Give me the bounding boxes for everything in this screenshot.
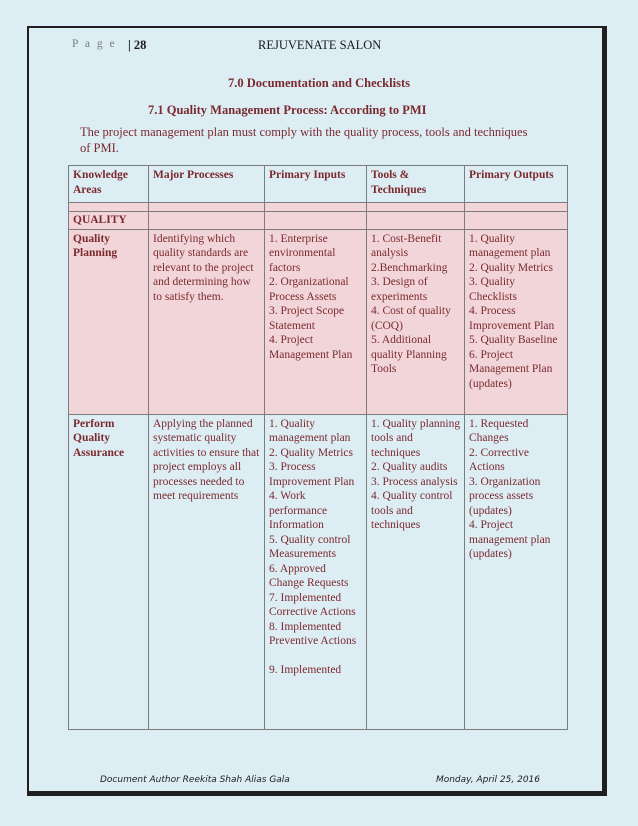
page-number: | 28 xyxy=(128,38,147,52)
row-area: Quality Planning xyxy=(69,229,149,414)
category-row xyxy=(69,212,568,230)
footer-date: Monday, April 25, 2016 xyxy=(435,775,540,785)
row-area: Perform Quality Assurance xyxy=(69,414,149,729)
page-header xyxy=(72,38,618,54)
table-row xyxy=(69,229,568,414)
header-knowledge-areas: Knowledge Areas xyxy=(69,166,149,203)
page-label: P a g e xyxy=(72,38,117,50)
quality-process-table xyxy=(68,165,568,730)
row-outputs: 1. Quality management plan 2. Quality Metrics 3. Quality Checklists 4. Process Improvement Plan 5. Quality Baseline 6. Project Management Plan (updates) xyxy=(465,229,568,414)
category-label: QUALITY xyxy=(69,212,149,230)
section-title: 7.0 Documentation and Checklists xyxy=(228,76,410,90)
intro-paragraph: The project management plan must comply with the quality process, tools and techniques of PMI. xyxy=(80,125,528,155)
row-inputs: 1. Enterprise environmental factors 2. Organizational Process Assets 3. Project Scope Statement 4. Project Management Plan xyxy=(265,229,367,414)
header-tools-techniques: Tools & Techniques xyxy=(367,166,465,203)
row-tools: 1. Quality planning tools and techniques 2. Quality audits 3. Process analysis 4. Quality control tools and techniques xyxy=(367,414,465,729)
table-row xyxy=(69,414,568,729)
row-process: Identifying which quality standards are relevant to the project and determining how to satisfy them. xyxy=(149,229,265,414)
row-tools: 1. Cost-Benefit analysis 2.Benchmarking 3. Design of experiments 4. Cost of quality (COQ) 5. Additional quality Planning Tools xyxy=(367,229,465,414)
footer-author: Document Author Reekita Shah Alias Gala xyxy=(100,775,290,785)
row-process: Applying the planned systematic quality activities to ensure that project employs all processes needed to meet requirements xyxy=(149,414,265,729)
spacer-row xyxy=(69,203,568,212)
header-title: REJUVENATE SALON xyxy=(258,38,382,52)
header-primary-outputs: Primary Outputs xyxy=(465,166,568,203)
row-inputs: 1. Quality management plan 2. Quality Metrics 3. Process Improvement Plan 4. Work performance Information 5. Quality control Measurements 6. Approved Change Requests 7. Implemented Corrective Actions 8. Implemented Preventive Actions 9. Implemented xyxy=(265,414,367,729)
header-major-processes: Major Processes xyxy=(149,166,265,203)
sub-title: 7.1 Quality Management Process: According to PMI xyxy=(148,103,427,117)
row-outputs: 1. Requested Changes 2. Corrective Actions 3. Organization process assets (updates) 4. Project management plan (updates) xyxy=(465,414,568,729)
header-primary-inputs: Primary Inputs xyxy=(265,166,367,203)
table-header-row xyxy=(69,166,568,203)
